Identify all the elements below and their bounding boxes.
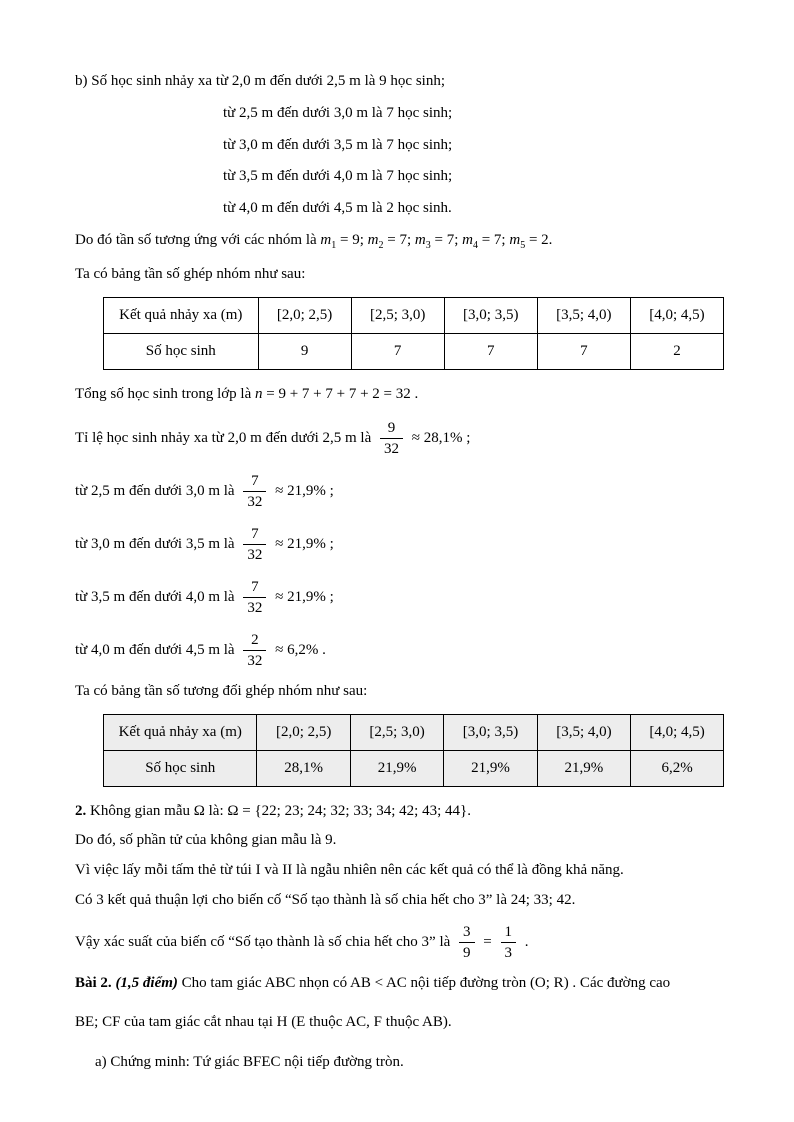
para-sample-space: 2. Không gian mẫu Ω là: Ω = {22; 23; 24; 32; 33; 34; 42; 43; 44}. [75, 802, 471, 819]
fraction: $\frac{2}{32}$ [243, 631, 266, 670]
freq-math-m2: $m_2 = 7$; [367, 231, 415, 251]
table-cell: 21,9% [350, 750, 443, 786]
freq-math-m5: $m_5 = 2$. [509, 231, 553, 251]
table-row-label: Số học sinh [104, 334, 259, 370]
ratio-line-3: từ 3,0 m đến dưới 3,5 m là $\frac{7}{32}$ ≈ 21,9% ; [75, 525, 334, 563]
table-row-label: Số học sinh [104, 750, 257, 786]
table-row [104, 298, 724, 334]
table-cell: 2 [630, 334, 723, 370]
fraction: $\frac{7}{32}$ [243, 525, 266, 564]
table-cell: 7 [537, 334, 630, 370]
freq-math-m1: $m_1 = 9$; [320, 231, 368, 251]
table-row [104, 334, 724, 370]
intro-relative-frequency-table: Ta có bảng tần số tương đối ghép nhóm như sau: [75, 682, 368, 699]
intro-frequency-table: Ta có bảng tần số ghép nhóm như sau: [75, 266, 306, 283]
fraction: $\frac{9}{32}$ [380, 419, 403, 458]
table-header-cell: [2,0; 2,5) [257, 714, 350, 750]
relative-frequency-table [103, 714, 724, 787]
table-cell: 9 [258, 334, 351, 370]
freq-math-m4: $m_4 = 7$; [462, 231, 510, 251]
table-header-cell: [2,5; 3,0) [350, 714, 443, 750]
fraction: $\frac{7}{32}$ [243, 578, 266, 617]
ratio-line-2: từ 2,5 m đến dưới 3,0 m là $\frac{7}{32}$ ≈ 21,9% ; [75, 472, 334, 510]
table-row [104, 714, 724, 750]
ratio-line-5: từ 4,0 m đến dưới 4,5 m là $\frac{2}{32}$ ≈ 6,2% . [75, 631, 326, 669]
table-cell: 28,1% [257, 750, 350, 786]
table-header-cell: [4,0; 4,5) [631, 714, 724, 750]
para-equally-likely: Vì việc lấy mỗi tấm thẻ từ túi I và II là ngẫu nhiên nên các kết quả có thể là đồng khả năng. [75, 862, 624, 878]
fraction: $\frac{1}{3}$ [501, 923, 517, 962]
bai2-label: Bài 2. [75, 974, 116, 991]
frequency-table [103, 297, 724, 370]
table-row [104, 750, 724, 786]
table-header-cell: [2,0; 2,5) [258, 298, 351, 334]
part2-label: 2. [75, 802, 87, 819]
fraction: $\frac{7}{32}$ [243, 472, 266, 511]
para-b-line1: b) Số học sinh nhảy xa từ 2,0 m đến dưới 2,5 m là 9 học sinh; [75, 73, 445, 89]
para-b-line2: từ 2,5 m đến dưới 3,0 m là 7 học sinh; [223, 104, 453, 121]
ratio-line-4: từ 3,5 m đến dưới 4,0 m là $\frac{7}{32}$ ≈ 21,9% ; [75, 578, 334, 616]
para-b-line4: từ 3,5 m đến dưới 4,0 m là 7 học sinh; [223, 168, 453, 185]
bai2-points: (1,5 điểm) [115, 974, 178, 991]
table-header-cell: [4,0; 4,5) [630, 298, 723, 334]
table-header-cell: Kết quả nhảy xa (m) [104, 714, 257, 750]
freq-prefix: Do đó tần số tương ứng với các nhóm là [75, 231, 321, 248]
para-bai2-line2: BE; CF của tam giác cắt nhau tại H (E thuộc AC, F thuộc AB). [75, 1014, 452, 1031]
para-probability: Vậy xác suất của biến cố “Số tạo thành là số chia hết cho 3” là $\frac{3}{9}$ = $\frac{1}{3}$ . [75, 923, 529, 961]
para-b-line5: từ 4,0 m đến dưới 4,5 m là 2 học sinh. [223, 200, 452, 216]
table-header-cell: Kết quả nhảy xa (m) [104, 298, 259, 334]
table-header-cell: [2,5; 3,0) [351, 298, 444, 334]
table-header-cell: [3,5; 4,0) [537, 714, 630, 750]
para-b-line3: từ 3,0 m đến dưới 3,5 m là 7 học sinh; [223, 136, 453, 153]
para-bai2-part-a: a) Chứng minh: Tứ giác BFEC nội tiếp đường tròn. [95, 1054, 404, 1070]
table-cell: 6,2% [631, 750, 724, 786]
table-cell: 21,9% [444, 750, 537, 786]
table-header-cell: [3,0; 3,5) [444, 714, 537, 750]
table-header-cell: [3,5; 4,0) [537, 298, 630, 334]
para-total: Tổng số học sinh trong lớp là n = 9 + 7 + 7 + 7 + 2 = 32 . [75, 386, 419, 402]
table-cell: 7 [351, 334, 444, 370]
table-cell: 21,9% [537, 750, 630, 786]
table-cell: 7 [444, 334, 537, 370]
para-favorable-outcomes: Có 3 kết quả thuận lợi cho biến cố “Số tạo thành là số chia hết cho 3” là 24; 33; 42. [75, 891, 576, 908]
freq-math-m3: $m_3 = 7$; [414, 231, 463, 251]
var-n: n [255, 386, 263, 402]
fraction: $\frac{3}{9}$ [459, 923, 475, 962]
para-bai2-line1: Bài 2. (1,5 điểm) Cho tam giác ABC nhọn có AB < AC nội tiếp đường tròn (O; R) . Các đường cao [75, 974, 671, 991]
ratio-line-1: Tỉ lệ học sinh nhảy xa từ 2,0 m đến dưới 2,5 m là $\frac{9}{32}$ ≈ 28,1% ; [75, 419, 471, 457]
para-sample-space-size: Do đó, số phần tử của không gian mẫu là 9. [75, 832, 337, 849]
table-header-cell: [3,0; 3,5) [444, 298, 537, 334]
para-frequencies [75, 231, 724, 253]
